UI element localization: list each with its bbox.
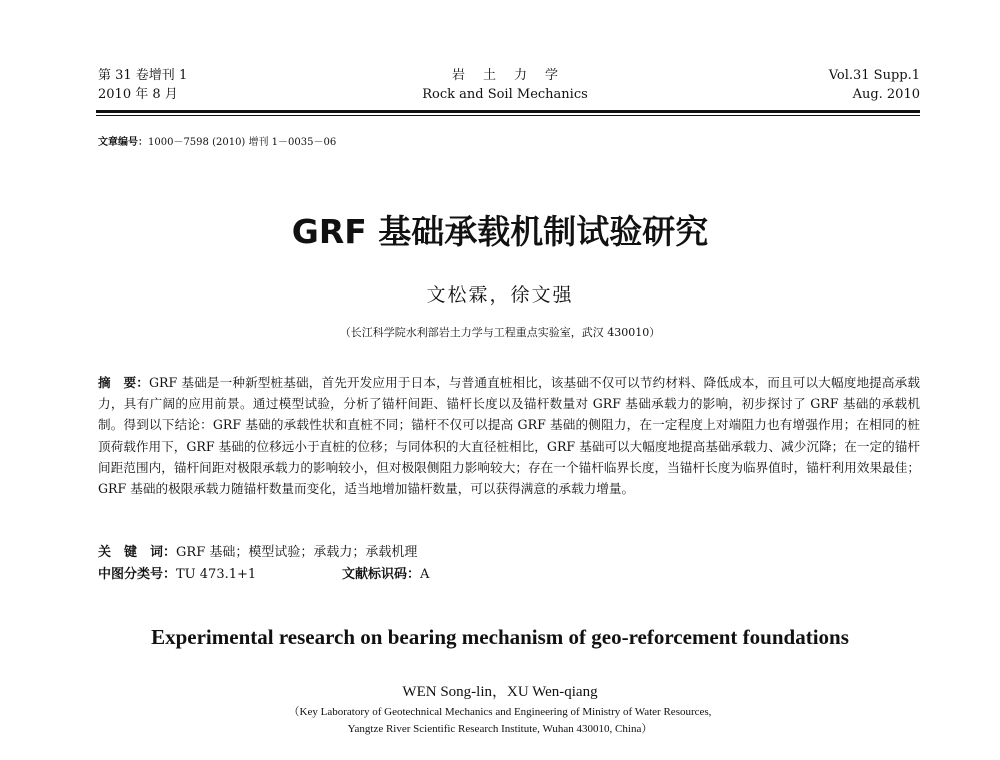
authors-en: WEN Song-lin，XU Wen-qiang [402, 684, 598, 700]
journal-name [380, 66, 630, 104]
document-code [342, 563, 429, 582]
date-cn: 2010 年 8 月 [98, 87, 178, 102]
classification-value: TU 473.1+1 [176, 567, 257, 582]
affiliation-en-line2: Yangtze River Scientific Research Institute, Wuhan 430010, China） [347, 723, 653, 735]
keywords-label: 关 键 词： [98, 545, 177, 560]
article-number-value: 1000－7598 (2010) 增刊 1－0035－06 [148, 137, 337, 148]
affiliation-cn: （长江科学院水利部岩土力学与工程重点实验室，武汉 430010） [339, 326, 661, 339]
authors-cn: 文松霖，徐文强 [426, 284, 574, 306]
classification-label: 中图分类号： [98, 567, 177, 582]
keywords-text: GRF 基础；模型试验；承载力；承载机理 [176, 545, 418, 560]
journal-issue-info-en [829, 66, 920, 104]
affiliation-en-line1: （Key Laboratory of Geotechnical Mechanics and Engineering of Ministry of Water Resources, [288, 706, 712, 718]
document-code-value: A [420, 567, 430, 582]
abstract-cn [98, 372, 920, 499]
paper-title-en: Experimental research on bearing mechanism of geo-reforcement foundations [151, 625, 849, 649]
abstract-label: 摘 要： [98, 375, 149, 390]
abstract-text: GRF 基础是一种新型桩基础，首先开发应用于日本，与普通直桩相比，该基础不仅可以节约材料、降低成本，而且可以大幅度地提高承载力，具有广阔的应用前景。通过模型试验，分析了锚杆间距、锚杆长度以及锚杆数量对 GRF 基础承载力的影响，初步探讨了 GRF 基础的承载机制。得到以下结论：GRF 基础的承载性状和直桩不同；锚杆不仅可以提高 GRF 基础的侧阻力，在一定程度上对端阻力也有增强作用；在相同的桩顶荷载作用下，GRF 基础的位移远小于直桩的位移；与同体积的大直径桩相比，GRF 基础可以大幅度地提高基础承载力、减少沉降；在一定的锚杆间距范围内，锚杆间距对极限承载力的影响较小，但对极限侧阻力影响较大；存在一个锚杆临界长度，当锚杆长度为临界值时，锚杆利用效果最佳；GRF 基础的极限承载力随锚杆数量而变化，适当地增加锚杆数量，可以获得满意的承载力增量。 [98, 375, 920, 497]
volume-cn: 第 31 卷增刊 1 [98, 68, 188, 83]
volume-en: Vol.31 Supp.1 [828, 68, 920, 83]
document-code-label: 文献标识码： [342, 567, 421, 582]
affiliation-en [0, 704, 1000, 738]
journal-issue-info [98, 66, 187, 104]
journal-name-cn: 岩土力学 [451, 68, 576, 83]
journal-name-en: Rock and Soil Mechanics [422, 87, 588, 102]
article-number-label: 文章编号： [98, 137, 148, 148]
classification-number [98, 563, 256, 582]
article-number [98, 133, 336, 148]
date-en: Aug. 2010 [852, 87, 920, 102]
header-rule-thin [96, 115, 920, 116]
paper-title-cn: GRF 基础承载机制试验研究 [291, 212, 709, 251]
keywords [98, 541, 417, 560]
header-rule-thick [96, 110, 920, 113]
